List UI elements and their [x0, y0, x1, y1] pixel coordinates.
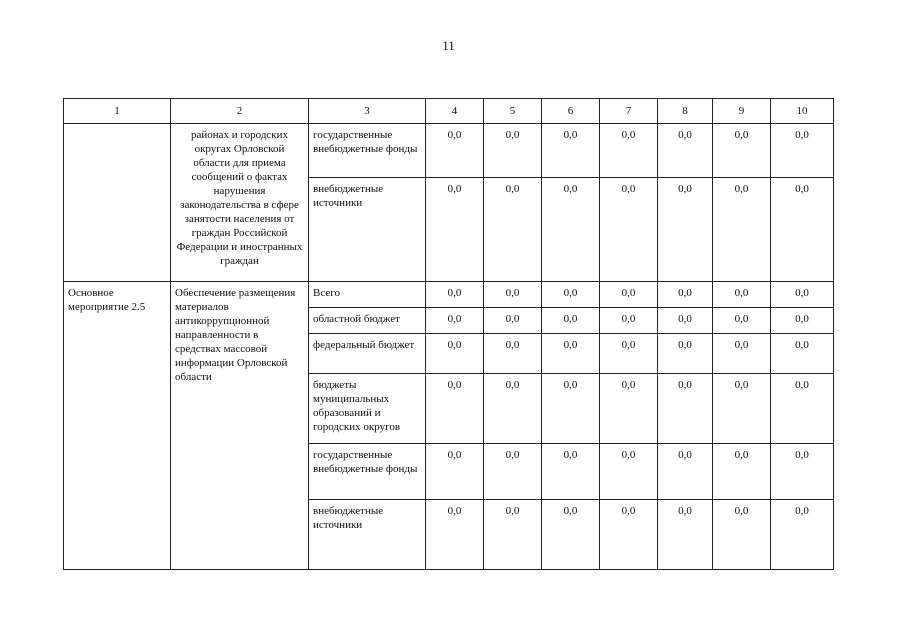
- value-cell-col-5: 0,0: [484, 444, 542, 500]
- value-cell-col-7: 0,0: [600, 444, 658, 500]
- value-cell-col-4: 0,0: [426, 500, 484, 570]
- page-number: 11: [442, 38, 455, 53]
- value-cell-col-10: 0,0: [771, 308, 834, 334]
- value-cell-col-6: 0,0: [542, 500, 600, 570]
- value-cell-col-9: 0,0: [713, 444, 771, 500]
- column-header-10: 10: [771, 99, 834, 124]
- column-header-6: 6: [542, 99, 600, 124]
- value-cell-col-10: 0,0: [771, 334, 834, 374]
- value-cell-col-10: 0,0: [771, 124, 834, 178]
- value-cell-col-8: 0,0: [658, 124, 713, 178]
- value-cell-col-9: 0,0: [713, 178, 771, 282]
- value-cell-col-6: 0,0: [542, 308, 600, 334]
- value-cell-col-8: 0,0: [658, 500, 713, 570]
- table-body: [64, 124, 834, 570]
- column-header-2: 2: [171, 99, 309, 124]
- value-cell-col-8: 0,0: [658, 178, 713, 282]
- value-cell-col-4: 0,0: [426, 308, 484, 334]
- value-cell-col-8: 0,0: [658, 308, 713, 334]
- funding-source-cell: внебюджетные источники: [309, 500, 426, 570]
- value-cell-col-8: 0,0: [658, 374, 713, 444]
- value-cell-col-9: 0,0: [713, 282, 771, 308]
- value-cell-col-7: 0,0: [600, 308, 658, 334]
- funding-source-cell: федеральный бюджет: [309, 334, 426, 374]
- activity-description-cell: Обеспечение размещения материалов антикоррупционной направленности в средствах массовой информации Орловской области: [171, 282, 309, 570]
- value-cell-col-5: 0,0: [484, 178, 542, 282]
- value-cell-col-4: 0,0: [426, 444, 484, 500]
- value-cell-col-4: 0,0: [426, 334, 484, 374]
- value-cell-col-10: 0,0: [771, 444, 834, 500]
- value-cell-col-4: 0,0: [426, 178, 484, 282]
- activity-code-cell: Основное мероприятие 2.5: [64, 282, 171, 570]
- value-cell-col-5: 0,0: [484, 334, 542, 374]
- column-header-1: 1: [64, 99, 171, 124]
- value-cell-col-5: 0,0: [484, 308, 542, 334]
- value-cell-col-4: 0,0: [426, 282, 484, 308]
- column-header-9: 9: [713, 99, 771, 124]
- value-cell-col-6: 0,0: [542, 178, 600, 282]
- funding-source-cell: государственные внебюджетные фонды: [309, 124, 426, 178]
- value-cell-col-6: 0,0: [542, 334, 600, 374]
- value-cell-col-7: 0,0: [600, 374, 658, 444]
- value-cell-col-4: 0,0: [426, 124, 484, 178]
- value-cell-col-7: 0,0: [600, 178, 658, 282]
- value-cell-col-9: 0,0: [713, 308, 771, 334]
- value-cell-col-5: 0,0: [484, 282, 542, 308]
- value-cell-col-7: 0,0: [600, 282, 658, 308]
- value-cell-col-7: 0,0: [600, 124, 658, 178]
- column-header-4: 4: [426, 99, 484, 124]
- value-cell-col-10: 0,0: [771, 374, 834, 444]
- funding-source-cell: Всего: [309, 282, 426, 308]
- value-cell-col-10: 0,0: [771, 178, 834, 282]
- header-row: [64, 99, 834, 124]
- value-cell-col-10: 0,0: [771, 500, 834, 570]
- value-cell-col-9: 0,0: [713, 500, 771, 570]
- value-cell-col-10: 0,0: [771, 282, 834, 308]
- activity-description-cell: районах и городских округах Орловской области для приема сообщений о фактах нарушения законодательства в сфере занятости населения от граждан Российской Федерации и иностранных граждан: [171, 124, 309, 282]
- table-row: [64, 124, 834, 178]
- table-row: [64, 282, 834, 308]
- column-header-7: 7: [600, 99, 658, 124]
- value-cell-col-9: 0,0: [713, 374, 771, 444]
- value-cell-col-7: 0,0: [600, 334, 658, 374]
- value-cell-col-5: 0,0: [484, 374, 542, 444]
- budget-table: [63, 98, 834, 570]
- value-cell-col-8: 0,0: [658, 282, 713, 308]
- value-cell-col-6: 0,0: [542, 124, 600, 178]
- value-cell-col-8: 0,0: [658, 444, 713, 500]
- column-header-5: 5: [484, 99, 542, 124]
- value-cell-col-5: 0,0: [484, 124, 542, 178]
- value-cell-col-8: 0,0: [658, 334, 713, 374]
- value-cell-col-5: 0,0: [484, 500, 542, 570]
- value-cell-col-6: 0,0: [542, 444, 600, 500]
- value-cell-col-9: 0,0: [713, 124, 771, 178]
- funding-source-cell: бюджеты муниципальных образований и городских округов: [309, 374, 426, 444]
- value-cell-col-9: 0,0: [713, 334, 771, 374]
- funding-source-cell: государственные внебюджетные фонды: [309, 444, 426, 500]
- value-cell-col-4: 0,0: [426, 374, 484, 444]
- column-header-8: 8: [658, 99, 713, 124]
- activity-code-cell: [64, 124, 171, 282]
- value-cell-col-6: 0,0: [542, 282, 600, 308]
- funding-source-cell: областной бюджет: [309, 308, 426, 334]
- value-cell-col-7: 0,0: [600, 500, 658, 570]
- funding-source-cell: внебюджетные источники: [309, 178, 426, 282]
- column-header-3: 3: [309, 99, 426, 124]
- value-cell-col-6: 0,0: [542, 374, 600, 444]
